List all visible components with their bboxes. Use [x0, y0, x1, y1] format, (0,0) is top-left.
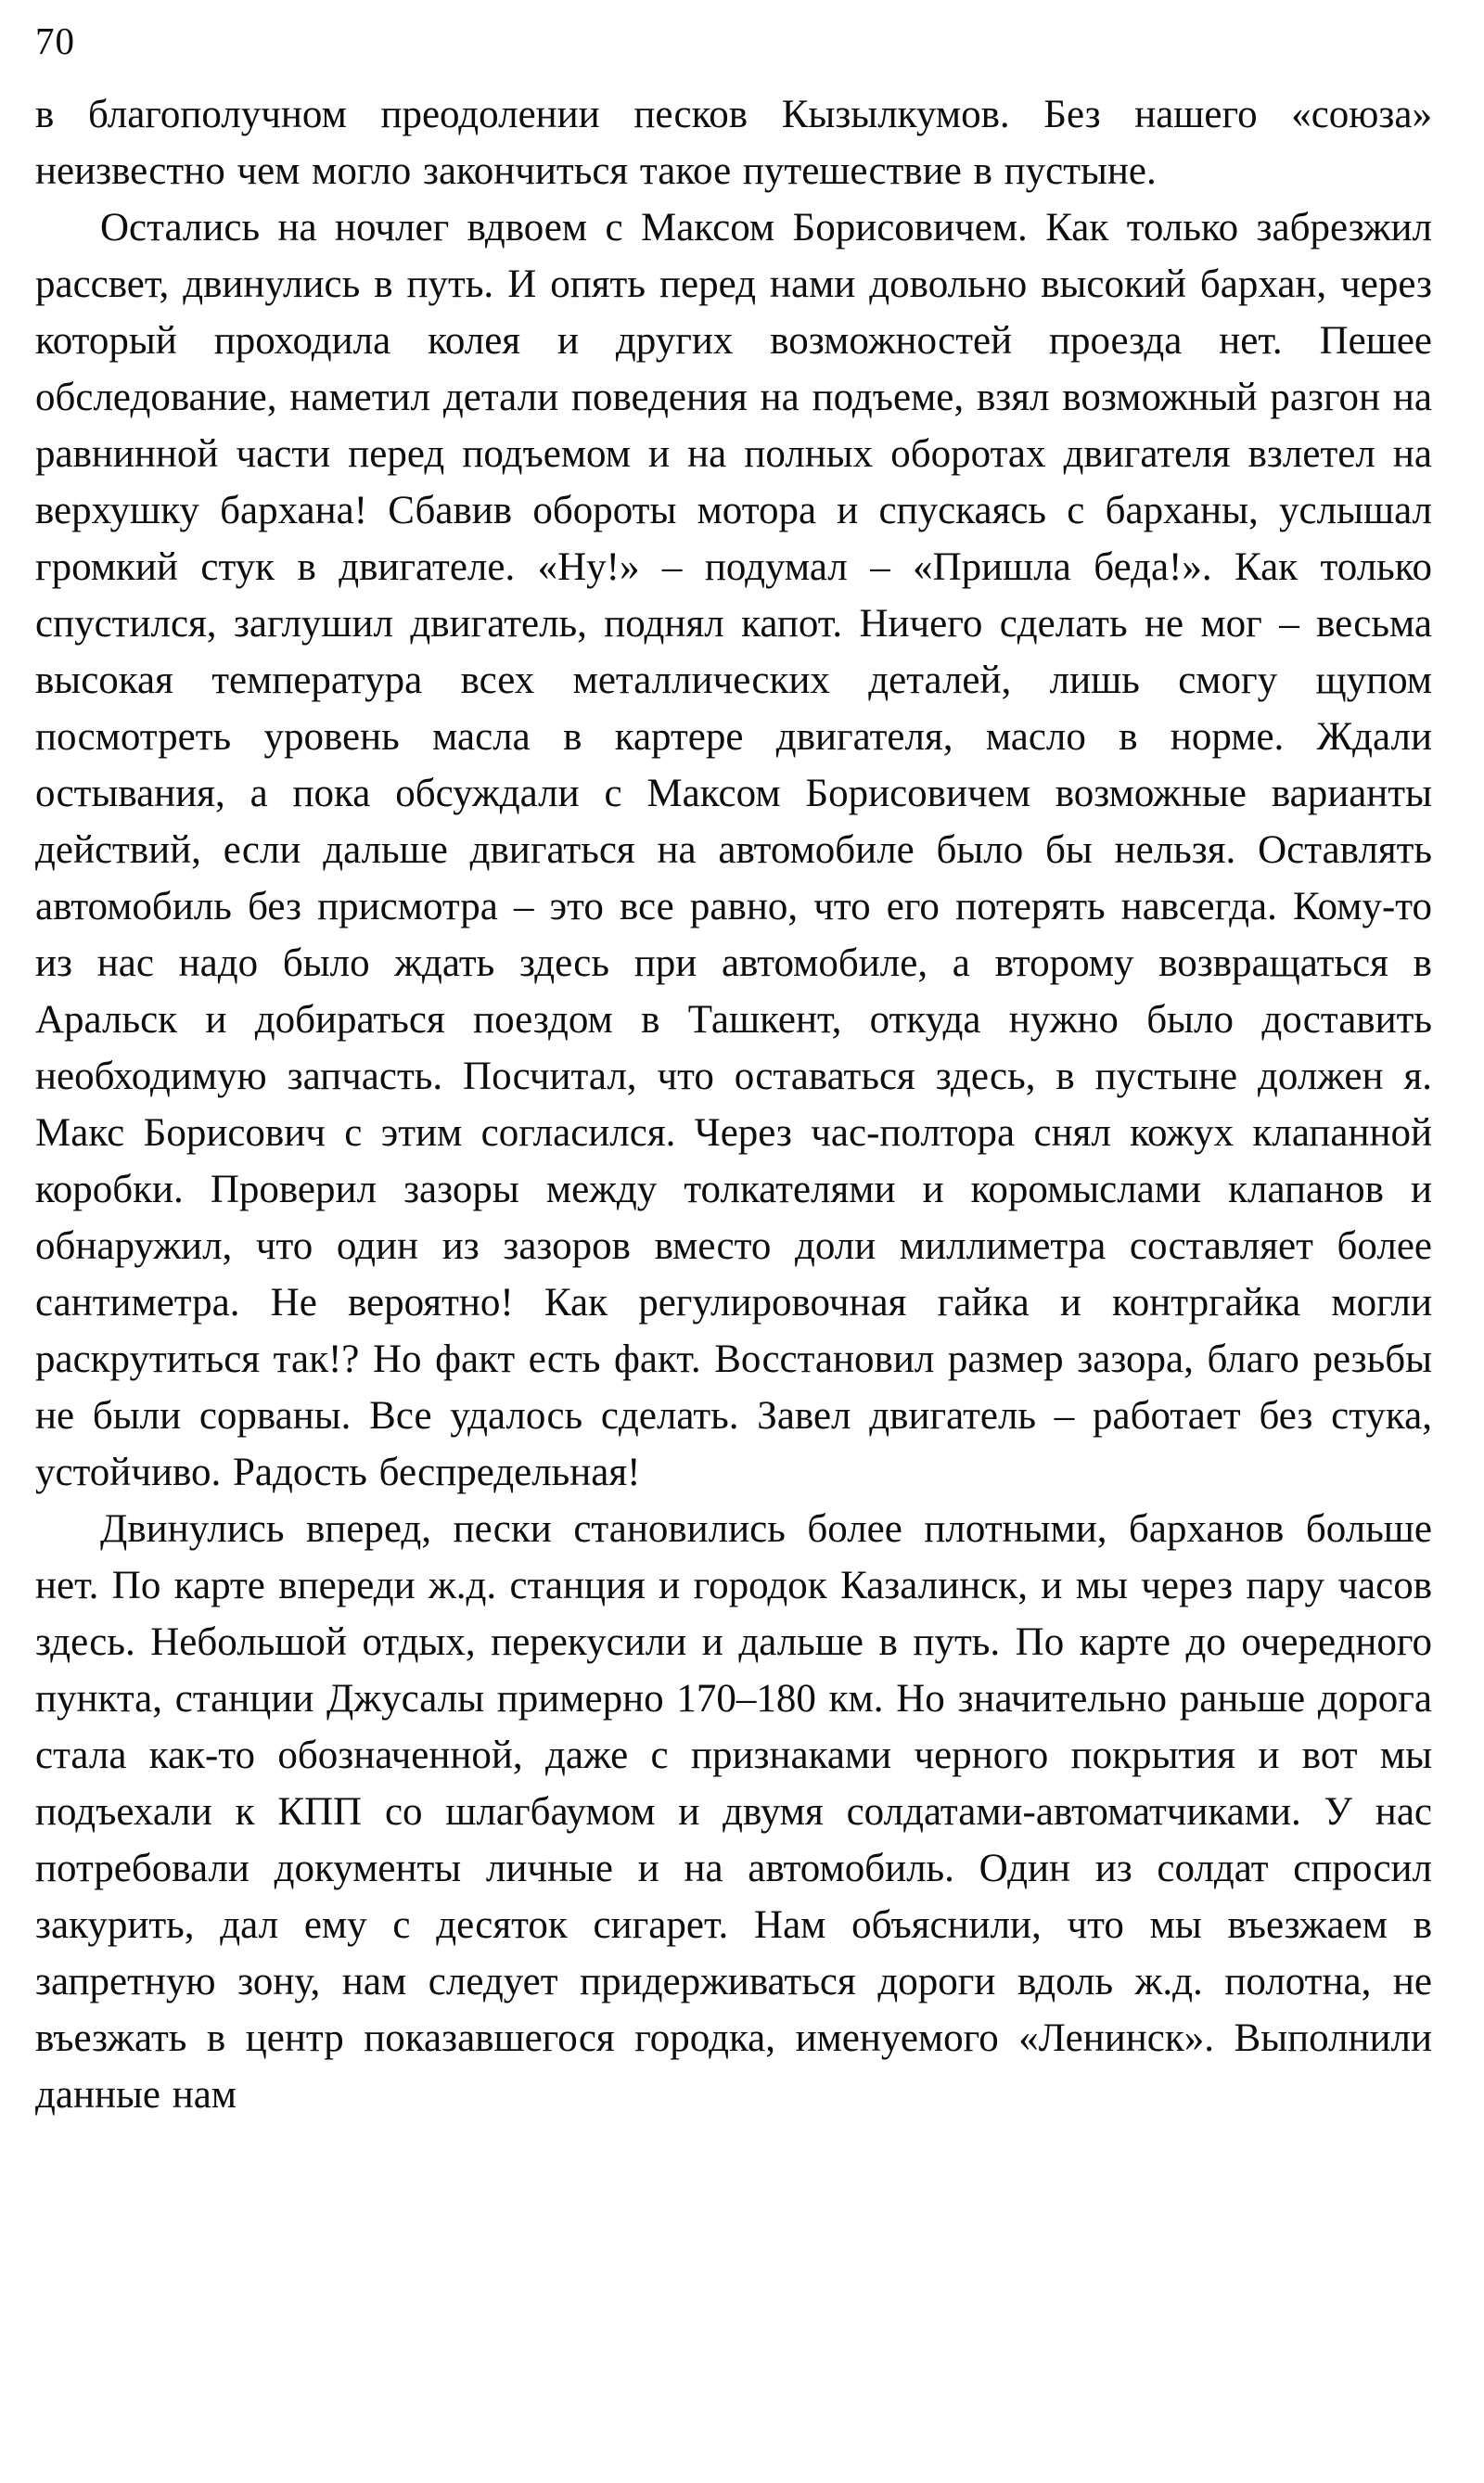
paragraph: Остались на ночлег вдвоем с Максом Борисовичем. Как только забрезжил рассвет, двинулись в путь. И опять перед нами довольно высокий бархан, через который проходила колея и других возможностей проезда нет. Пешее обследование, наметил детали поведения на подъеме, взял возможный разгон на равнинной части перед подъемом и на полных оборотах двигателя взлетел на верхушку бархана! Сбавив обороты мотора и спускаясь с барханы, услышал громкий стук в двигателе. «Ну!» – подумал – «Пришла беда!». Как только спустился, заглушил двигатель, поднял капот. Ничего сделать не мог – весьма высокая температура всех металлических деталей, лишь смогу щупом посмотреть уровень масла в картере двигателя, масло в норме. Ждали остывания, а пока обсуждали с Максом Борисовичем возможные варианты действий, если дальше двигаться на автомобиле было бы нельзя. Оставлять автомобиль без присмотра – это все равно, что его потерять навсегда. Кому-то из нас надо было ждать здесь при автомобиле, а второму возвращаться в Аральск и добираться поездом в Ташкент, откуда нужно было доставить необходимую запчасть. Посчитал, что оставаться здесь, в пустыне должен я. Макс Борисович с этим согласился. Через час-полтора снял кожух клапанной коробки. Проверил зазоры между толкателями и коромыслами клапанов и обнаружил, что один из зазоров вместо доли миллиметра составляет более сантиметра. Не вероятно! Как регулировочная гайка и контргайка могли раскрутиться так!? Но факт есть факт. Восстановил размер зазора, благо резьбы не были сорваны. Все удалось сделать. Завел двигатель – работает без стука, устойчиво. Радость беспредельная!	[35, 206, 1432, 1495]
paragraph-continuation: в благополучном преодолении песков Кызылкумов. Без нашего «союза» неизвестно чем могло закончиться такое путешествие в пустыне.	[35, 93, 1432, 194]
page-number: 70	[35, 19, 75, 62]
paragraph: Двинулись вперед, пески становились более плотными, барханов больше нет. По карте впереди ж.д. станция и городок Казалинск, и мы через пару часов здесь. Небольшой отдых, перекусили и дальше в путь. По карте до очередного пункта, станции Джусалы примерно 170–180 км. Но значительно раньше дорога стала как-то обозначенной, даже с признаками черного покрытия и вот мы подъехали к КПП со шлагбаумом и двумя солдатами-автоматчиками. У нас потребовали документы личные и на автомобиль. Один из солдат спросил закурить, дал ему с десяток сигарет. Нам объяснили, что мы въезжаем в запретную зону, нам следует придерживаться дороги вдоль ж.д. полотна, не въезжать в центр показавшегося городка, именуемого «Ленинск». Выполнили данные нам	[35, 1507, 1432, 2118]
page-text	[35, 86, 1432, 2123]
